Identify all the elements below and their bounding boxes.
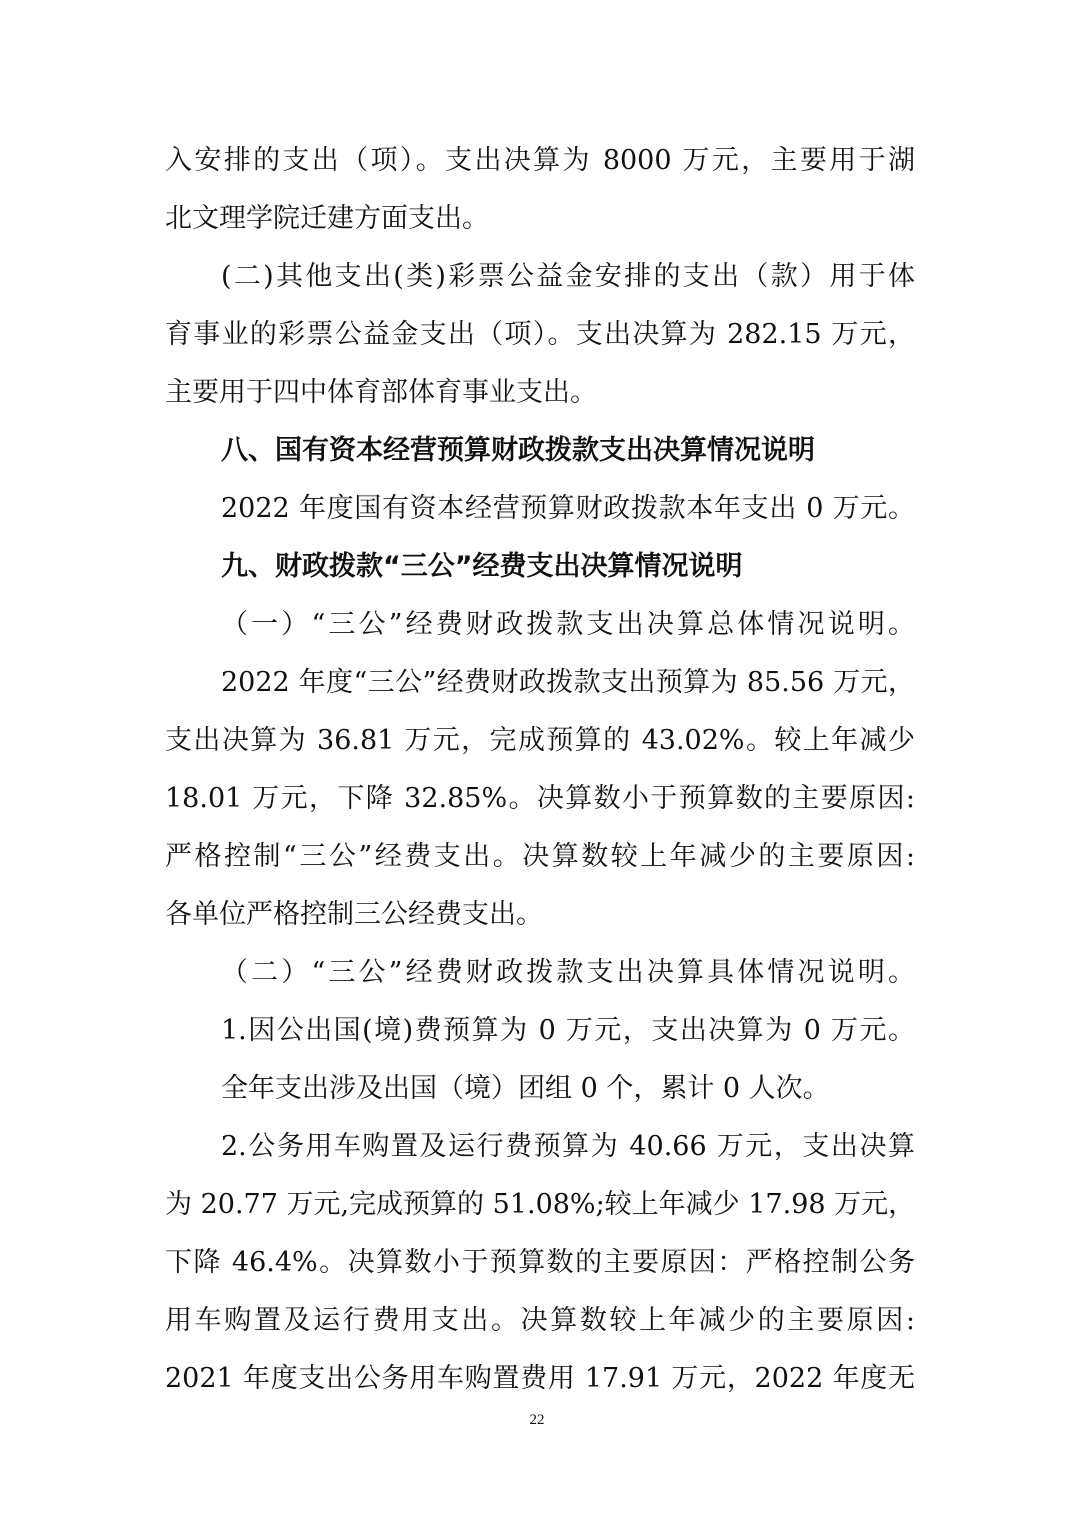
subsection-heading: （二）“三公”经费财政拨款支出决算具体情况说明。 — [221, 957, 915, 988]
paragraph-line: 入安排的支出（项）。支出决算为 8000 万元，主要用于湖 — [165, 145, 915, 176]
paragraph-line: 支出决算为 36.81 万元，完成预算的 43.02%。较上年减少 — [165, 725, 915, 756]
paragraph-line: 各单位严格控制三公经费支出。 — [165, 899, 543, 930]
paragraph-line: 下降 46.4%。决算数小于预算数的主要原因：严格控制公务 — [165, 1247, 915, 1278]
paragraph-line: 2022 年度国有资本经营预算财政拨款本年支出 0 万元。 — [221, 493, 915, 524]
paragraph-line: 1.因公出国(境)费预算为 0 万元，支出决算为 0 万元。 — [221, 1015, 915, 1046]
paragraph-line: 全年支出涉及出国（境）团组 0 个，累计 0 人次。 — [221, 1073, 830, 1104]
paragraph-line: 育事业的彩票公益金支出（项）。支出决算为 282.15 万元， — [165, 319, 915, 350]
paragraph-line: 严格控制“三公”经费支出。决算数较上年减少的主要原因: — [165, 841, 915, 872]
subsection-heading: （一）“三公”经费财政拨款支出决算总体情况说明。 — [221, 609, 915, 640]
paragraph-line: 2.公务用车购置及运行费预算为 40.66 万元，支出决算 — [221, 1131, 915, 1162]
body-text — [165, 132, 915, 1408]
paragraph-line: 北文理学院迁建方面支出。 — [165, 203, 489, 234]
paragraph-line: 2022 年度“三公”经费财政拨款支出预算为 85.56 万元， — [221, 667, 915, 698]
paragraph-line: 用车购置及运行费用支出。决算数较上年减少的主要原因: — [165, 1305, 915, 1336]
section-heading-9: 九、财政拨款“三公”经费支出决算情况说明 — [221, 551, 743, 582]
paragraph-line: (二)其他支出(类)彩票公益金安排的支出（款）用于体 — [221, 261, 915, 292]
paragraph-line: 2021 年度支出公务用车购置费用 17.91 万元，2022 年度无 — [165, 1363, 915, 1394]
paragraph-line: 主要用于四中体育部体育事业支出。 — [165, 377, 597, 408]
page-number: 22 — [529, 1412, 545, 1428]
paragraph-line: 18.01 万元，下降 32.85%。决算数小于预算数的主要原因: — [165, 783, 915, 814]
section-heading-8: 八、国有资本经营预算财政拨款支出决算情况说明 — [221, 435, 815, 466]
paragraph-line: 为 20.77 万元,完成预算的 51.08%;较上年减少 17.98 万元， — [165, 1189, 915, 1220]
